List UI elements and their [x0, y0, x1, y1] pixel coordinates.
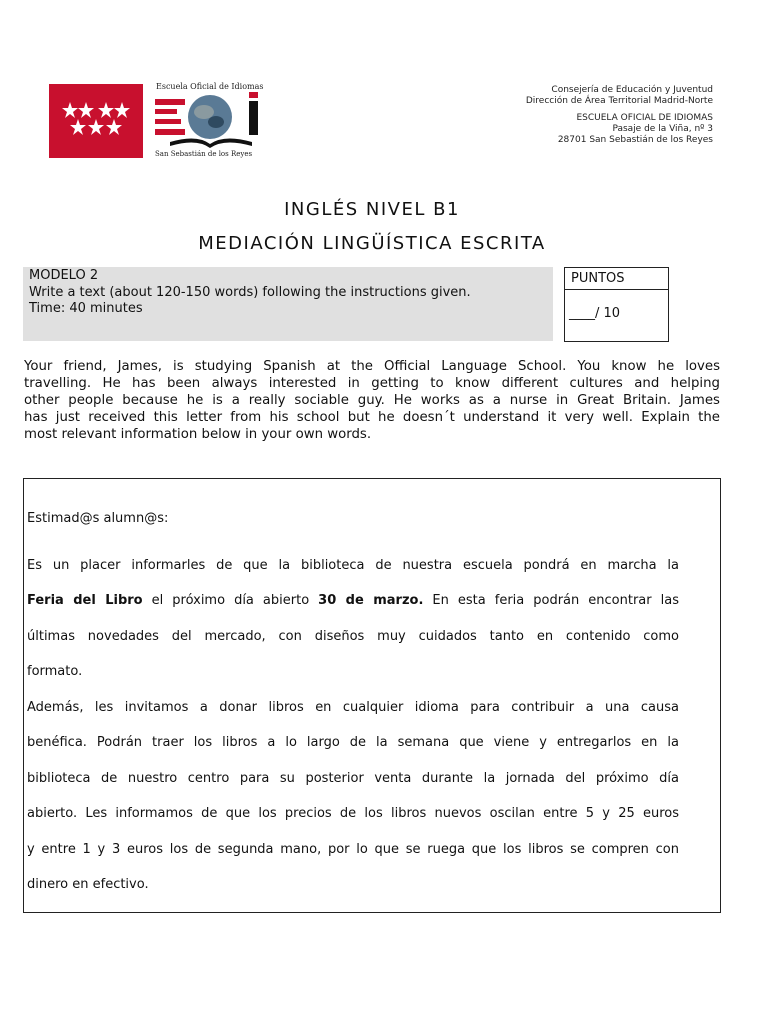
address-line: ESCUELA OFICIAL DE IDIOMAS: [576, 113, 713, 123]
page-subtitle: MEDIACIÓN LINGÜÍSTICA ESCRITA: [198, 233, 546, 254]
address-line: 28701 San Sebastián de los Reyes: [557, 135, 713, 145]
letter-line: [27, 593, 679, 608]
eoi-logo-icon: [152, 82, 266, 160]
letter-text: el próximo día abierto: [142, 593, 319, 608]
model-label: MODELO 2: [29, 268, 99, 283]
context-paragraph: [24, 358, 720, 443]
context-line: Your friend, James, is studying Spanish at the Official Language School. You know he loves: [24, 359, 720, 374]
star-icon: [98, 102, 114, 118]
address-line: Dirección de Área Territorial Madrid-Norte: [525, 96, 713, 106]
context-line: travelling. He has been always interested in getting to know different cultures and helping: [24, 376, 720, 391]
letter-line: formato.: [27, 664, 83, 679]
page-title: INGLÉS NIVEL B1: [284, 199, 460, 220]
star-icon: [62, 102, 78, 118]
letter-box: [23, 478, 721, 913]
stars-icon: [49, 84, 143, 158]
address-line: Pasaje de la Viña, nº 3: [612, 124, 713, 134]
time-limit: Time: 40 minutes: [29, 301, 143, 316]
letter-greeting: Estimad@s alumn@s:: [27, 511, 169, 526]
letter-line: biblioteca de nuestro centro para su posterior venta durante la jornada del próximo día: [27, 771, 679, 786]
letter-line: y entre 1 y 3 euros los de segunda mano, por lo que se ruega que los libros se compren con: [27, 842, 679, 857]
fair-name: Feria del Libro: [27, 593, 143, 608]
context-line: has just received this letter from his school but he doesn´t understand it very well. Explain the: [24, 410, 720, 425]
madrid-flag-logo: [49, 84, 143, 158]
score-box: [564, 267, 669, 342]
context-line: most relevant information below in your own words.: [24, 427, 372, 442]
letter-line: dinero en efectivo.: [27, 877, 149, 892]
letter-text: En esta feria podrán encontrar las: [423, 593, 679, 608]
star-icon: [88, 119, 104, 135]
address-block-school: [558, 113, 713, 146]
address-line: Consejería de Educación y Juventud: [551, 85, 713, 95]
instructions-box: [23, 267, 553, 341]
letter-line: Es un placer informarles de que la biblioteca de nuestra escuela pondrá en marcha la: [27, 558, 679, 573]
letter-line: abierto. Les informamos de que los precios de los libros nuevos oscilan entre 5 y 25 euros: [27, 806, 679, 821]
fair-date: 30 de marzo.: [318, 593, 424, 608]
score-field: ____/ 10: [569, 306, 621, 321]
star-icon: [106, 119, 122, 135]
context-line: other people because he is a really sociable guy. He works as a nurse in Great Britain. James: [24, 393, 720, 408]
score-header: PUNTOS: [565, 268, 668, 290]
address-block-ministry: [526, 85, 713, 107]
letter-line: benéfica. Podrán traer los libros a lo largo de la semana que viene y entregarlos en la: [27, 735, 679, 750]
letter-line: Además, les invitamos a donar libros en cualquier idioma para contribuir a una causa: [27, 700, 679, 715]
letter-line: últimas novedades del mercado, con diseños muy cuidados tanto en contenido como: [27, 629, 679, 644]
school-logo-subtitle: San Sebastián de los Reyes: [155, 150, 253, 158]
task-instruction: Write a text (about 120-150 words) following the instructions given.: [29, 284, 471, 300]
star-icon: [114, 102, 130, 118]
star-icon: [78, 102, 94, 118]
star-icon: [70, 119, 86, 135]
school-logo-name: Escuela Oficial de Idiomas: [156, 82, 264, 91]
